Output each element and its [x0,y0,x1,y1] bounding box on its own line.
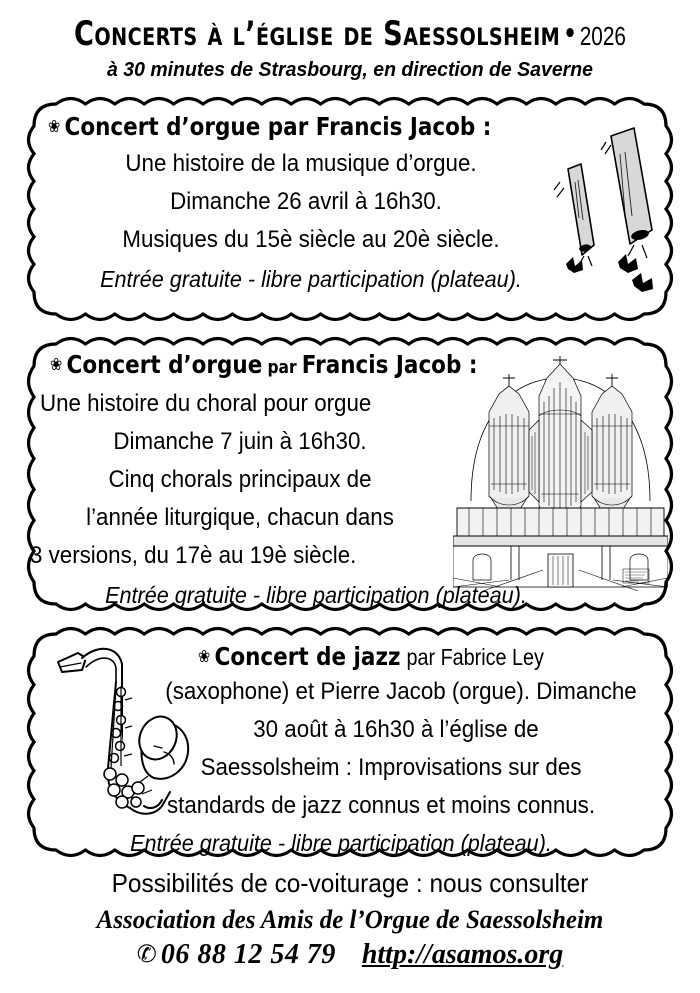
card-2-line-5: 3 versions, du 17è au 19è siècle. [30,542,357,569]
page-subtitle: à 30 minutes de Strasbourg, en direction de Saverne [107,58,593,81]
card-3-line-3: Saessolsheim : Improvisations sur des [200,754,582,781]
card-1-admission-note: Entrée gratuite - libre participation (plateau). [100,266,522,292]
saxophone-illustration [52,640,192,840]
card-3-line-4: standards de jazz connus et moins connus. [166,792,596,819]
card-3-line-2: 30 août à 16h30 à l’église de [253,716,539,743]
card-2-heading-text: Concert d’orgue [66,350,263,379]
card-2-heading [50,350,477,379]
card-2-heading-connector: par [267,357,297,378]
page-title [70,14,630,54]
concert-card-3 [26,626,674,858]
carpool-note: Possibilités de co-voiturage : nous consulter [111,868,589,898]
card-2-line-2: Dimanche 7 juin à 16h30. [113,428,367,455]
pipe-organ-gallery-illustration [453,356,668,591]
card-1-heading [48,112,491,141]
contact-line [0,939,700,971]
concert-card-2 [26,336,674,612]
year-label: 2026 [579,21,626,51]
organ-pipes-illustration [548,122,666,302]
card-3-heading-performer: par Fabrice Ley [406,644,544,670]
card-3-heading-text: Concert de jazz [214,642,401,671]
card-2-line-3: Cinq chorals principaux de [108,466,372,493]
association-name: Association des Amis de l’Orgue de Saessolsheim [96,905,604,934]
card-1-line-1: Une histoire de la musique d’orgue. [125,150,477,177]
card-3-admission-note: Entrée gratuite - libre participation (plateau). [130,830,552,856]
phone-icon: ✆ [136,942,157,968]
card-2-line-1: Une histoire du choral pour orgue [40,390,372,417]
card-2-line-4: l’année liturgique, chacun dans [86,504,394,531]
card-3-line-1: (saxophone) et Pierre Jacob (orgue). Dimanche [165,678,637,705]
flower-icon: ❀ [198,647,211,667]
card-3-heading [198,642,544,671]
page-title-text: Concerts à l’église de Saessolsheim [74,14,561,54]
flower-icon: ❀ [50,355,63,375]
title-separator-dot: • [563,19,577,49]
card-2-admission-note: Entrée gratuite - libre participation (plateau). [105,582,527,608]
card-1-line-3: Musiques du 15è siècle au 20è siècle. [122,226,500,253]
card-1-heading-text: Concert d’orgue par Francis Jacob : [64,112,492,141]
phone-number: 06 88 12 54 79 [160,939,336,970]
card-2-heading-performer: Francis Jacob : [301,350,478,379]
website-link[interactable]: http://asamos.org [361,939,564,970]
flower-icon: ❀ [48,117,61,137]
card-1-line-2: Dimanche 26 avril à 16h30. [170,188,442,215]
concert-card-1 [26,96,674,322]
